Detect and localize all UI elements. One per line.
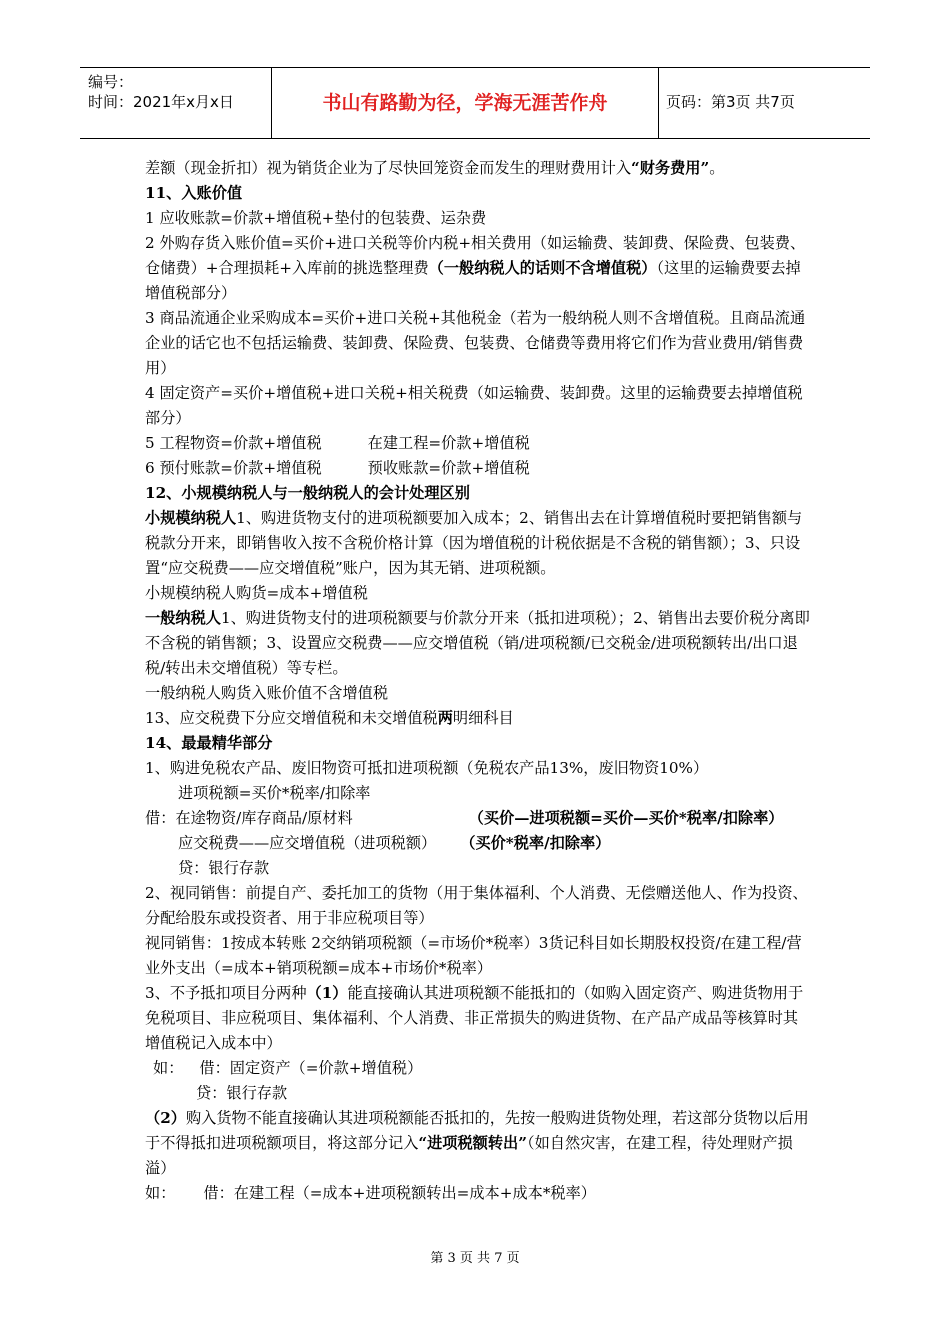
- text: 1、购进货物支付的进项税额要与价款分开来（抵扣进项税）；2、销售出去要价税分离即不含税的销售额；3、设置应交税费——应交增值税（销/进项税额/已交税金/进项税额转出/出口退税/转出未交增值税）等专栏。: [145, 609, 810, 677]
- text: （如自然灾害，在建工程，待处理财产损溢）: [145, 1134, 793, 1177]
- paragraph: [145, 706, 810, 731]
- text: 在建工程=价款+增值税: [367, 434, 530, 452]
- paragraph: [145, 806, 810, 831]
- emphasis-text: “财务费用”: [631, 159, 710, 177]
- text: 应交税费——应交增值税（进项税额）: [178, 834, 437, 852]
- text: 借：固定资产（=价款+增值税）: [199, 1059, 423, 1077]
- header-meta: [88, 72, 234, 112]
- emphasis-text: （买价—进项税额=买价—买价*税率/扣除率）: [468, 809, 784, 827]
- page-footer: 第 3 页 共 7 页: [430, 1251, 520, 1266]
- header-divider: [658, 68, 659, 138]
- paragraph: [145, 506, 810, 581]
- paragraph: [145, 431, 810, 456]
- emphasis-text: （一般纳税人的话则不含增值税）: [428, 259, 657, 277]
- paragraph: [145, 231, 810, 306]
- document-body: [145, 156, 810, 1206]
- paragraph: 一般纳税人购货入账价值不含增值税: [145, 684, 388, 702]
- paragraph: 2、视同销售：前提自产、委托加工的货物（用于集体福利、个人消费、无偿赠送他人、作为投资、分配给股东或投资者、用于非应税项目等）: [145, 884, 808, 927]
- text: 购入货物不能直接确认其进项税额能否抵扣的，先按一般购进货物处理，若这部分货物以后用于不得抵扣进项税额项目，将这部分记入: [145, 1109, 809, 1152]
- text: 如：: [153, 1059, 184, 1077]
- text: 2 外购存货入账价值=买价+进口关税等价内税+相关费用（如运输费、装卸费、保险费、包装费、仓储费）+合理损耗+入库前的挑选整理费: [145, 234, 806, 277]
- emphasis-text: 小规模纳税人: [145, 509, 237, 527]
- paragraph: 3 商品流通企业采购成本=买价+进口关税+其他税金（若为一般纳税人则不含增值税。且商品流通企业的话它也不包括运输费、装卸费、保险费、包装费、仓储费等费用将它们作为营业费用/销售费用）: [145, 309, 806, 377]
- document-number-label: 编号：: [88, 73, 134, 91]
- paragraph: 贷：银行存款: [178, 859, 270, 877]
- section-heading: 11、入账价值: [145, 184, 243, 202]
- paragraph: 1、购进免税农产品、废旧物资可抵扣进项税额（免税农产品13%，废旧物资10%）: [145, 759, 709, 777]
- text: 能直接确认其进项税额不能抵扣的（如购入固定资产、购进货物用于免税项目、非应税项目、集体福利、个人消费、非正常损失的购进货物、在产品产成品等核算时其增值税记入成本中）: [145, 984, 804, 1052]
- text: 差额（现金折扣）视为销货企业为了尽快回笼资金而发生的理财费用计入: [145, 159, 631, 177]
- text: 。: [709, 159, 725, 177]
- paragraph: 视同销售：1按成本转账 2交纳销项税额（=市场价*税率）3货记科目如长期股权投资/在建工程/营业外支出（=成本+销项税额=成本+市场价*税率）: [145, 934, 802, 977]
- paragraph: [145, 606, 810, 681]
- document-date: 时间：2021年x月x日: [88, 93, 234, 111]
- paragraph: [145, 1106, 810, 1181]
- paragraph: [145, 831, 810, 856]
- text: 13、应交税费下分应交增值税和未交增值税: [145, 709, 438, 727]
- emphasis-text: （买价*税率/扣除率）: [460, 834, 611, 852]
- paragraph: 1 应收账款=价款+增值税+垫付的包装费、运杂费: [145, 209, 487, 227]
- paragraph: 4 固定资产=买价+增值税+进口关税+相关税费（如运输费、装卸费。这里的运输费要去掉增值税部分）: [145, 384, 803, 427]
- text: 5 工程物资=价款+增值税: [145, 434, 322, 452]
- document-header: [80, 67, 870, 139]
- text: 明细科目: [452, 709, 514, 727]
- header-motto: 书山有路勤为径，学海无涯苦作舟: [322, 92, 608, 114]
- paragraph: [145, 456, 810, 481]
- text: 6 预付账款=价款+增值税: [145, 459, 322, 477]
- emphasis-text: 一般纳税人: [145, 609, 221, 627]
- text: 预收账款=价款+增值税: [367, 459, 530, 477]
- header-page-info: 页码：第3页 共7页: [666, 93, 795, 111]
- paragraph: 进项税额=买价*税率/扣除率: [178, 784, 371, 802]
- emphasis-text: （1）: [306, 984, 348, 1002]
- paragraph: [145, 156, 810, 181]
- text: （这里的运输费要去掉增值税部分）: [145, 259, 801, 302]
- emphasis-text: “进项税额转出”: [418, 1134, 527, 1152]
- text: 3、不予抵扣项目分两种: [145, 984, 307, 1002]
- text: 如：: [145, 1184, 176, 1202]
- text: 借：在建工程（=成本+进项税额转出=成本+成本*税率）: [203, 1184, 596, 1202]
- text: 1、购进货物支付的进项税额要加入成本；2、销售出去在计算增值税时要把销售额与税款分开来，即销售收入按不含税价格计算（因为增值税的计税依据是不含税的销售额）；3、只设置“应交税费——应交增值税”账户，因为其无销、进项税额。: [145, 509, 803, 577]
- paragraph: 贷：银行存款: [196, 1084, 288, 1102]
- section-heading: 14、最最精华部分: [145, 734, 273, 752]
- header-divider: [271, 68, 272, 138]
- emphasis-text: （2）: [145, 1109, 186, 1127]
- paragraph: [145, 981, 810, 1056]
- paragraph: [145, 1056, 810, 1081]
- paragraph: [145, 1181, 810, 1206]
- text: 借：在途物资/库存商品/原材料: [145, 809, 353, 827]
- emphasis-text: 两: [437, 709, 453, 727]
- section-heading: 12、小规模纳税人与一般纳税人的会计处理区别: [145, 484, 470, 502]
- paragraph: 小规模纳税人购货=成本+增值税: [145, 584, 368, 602]
